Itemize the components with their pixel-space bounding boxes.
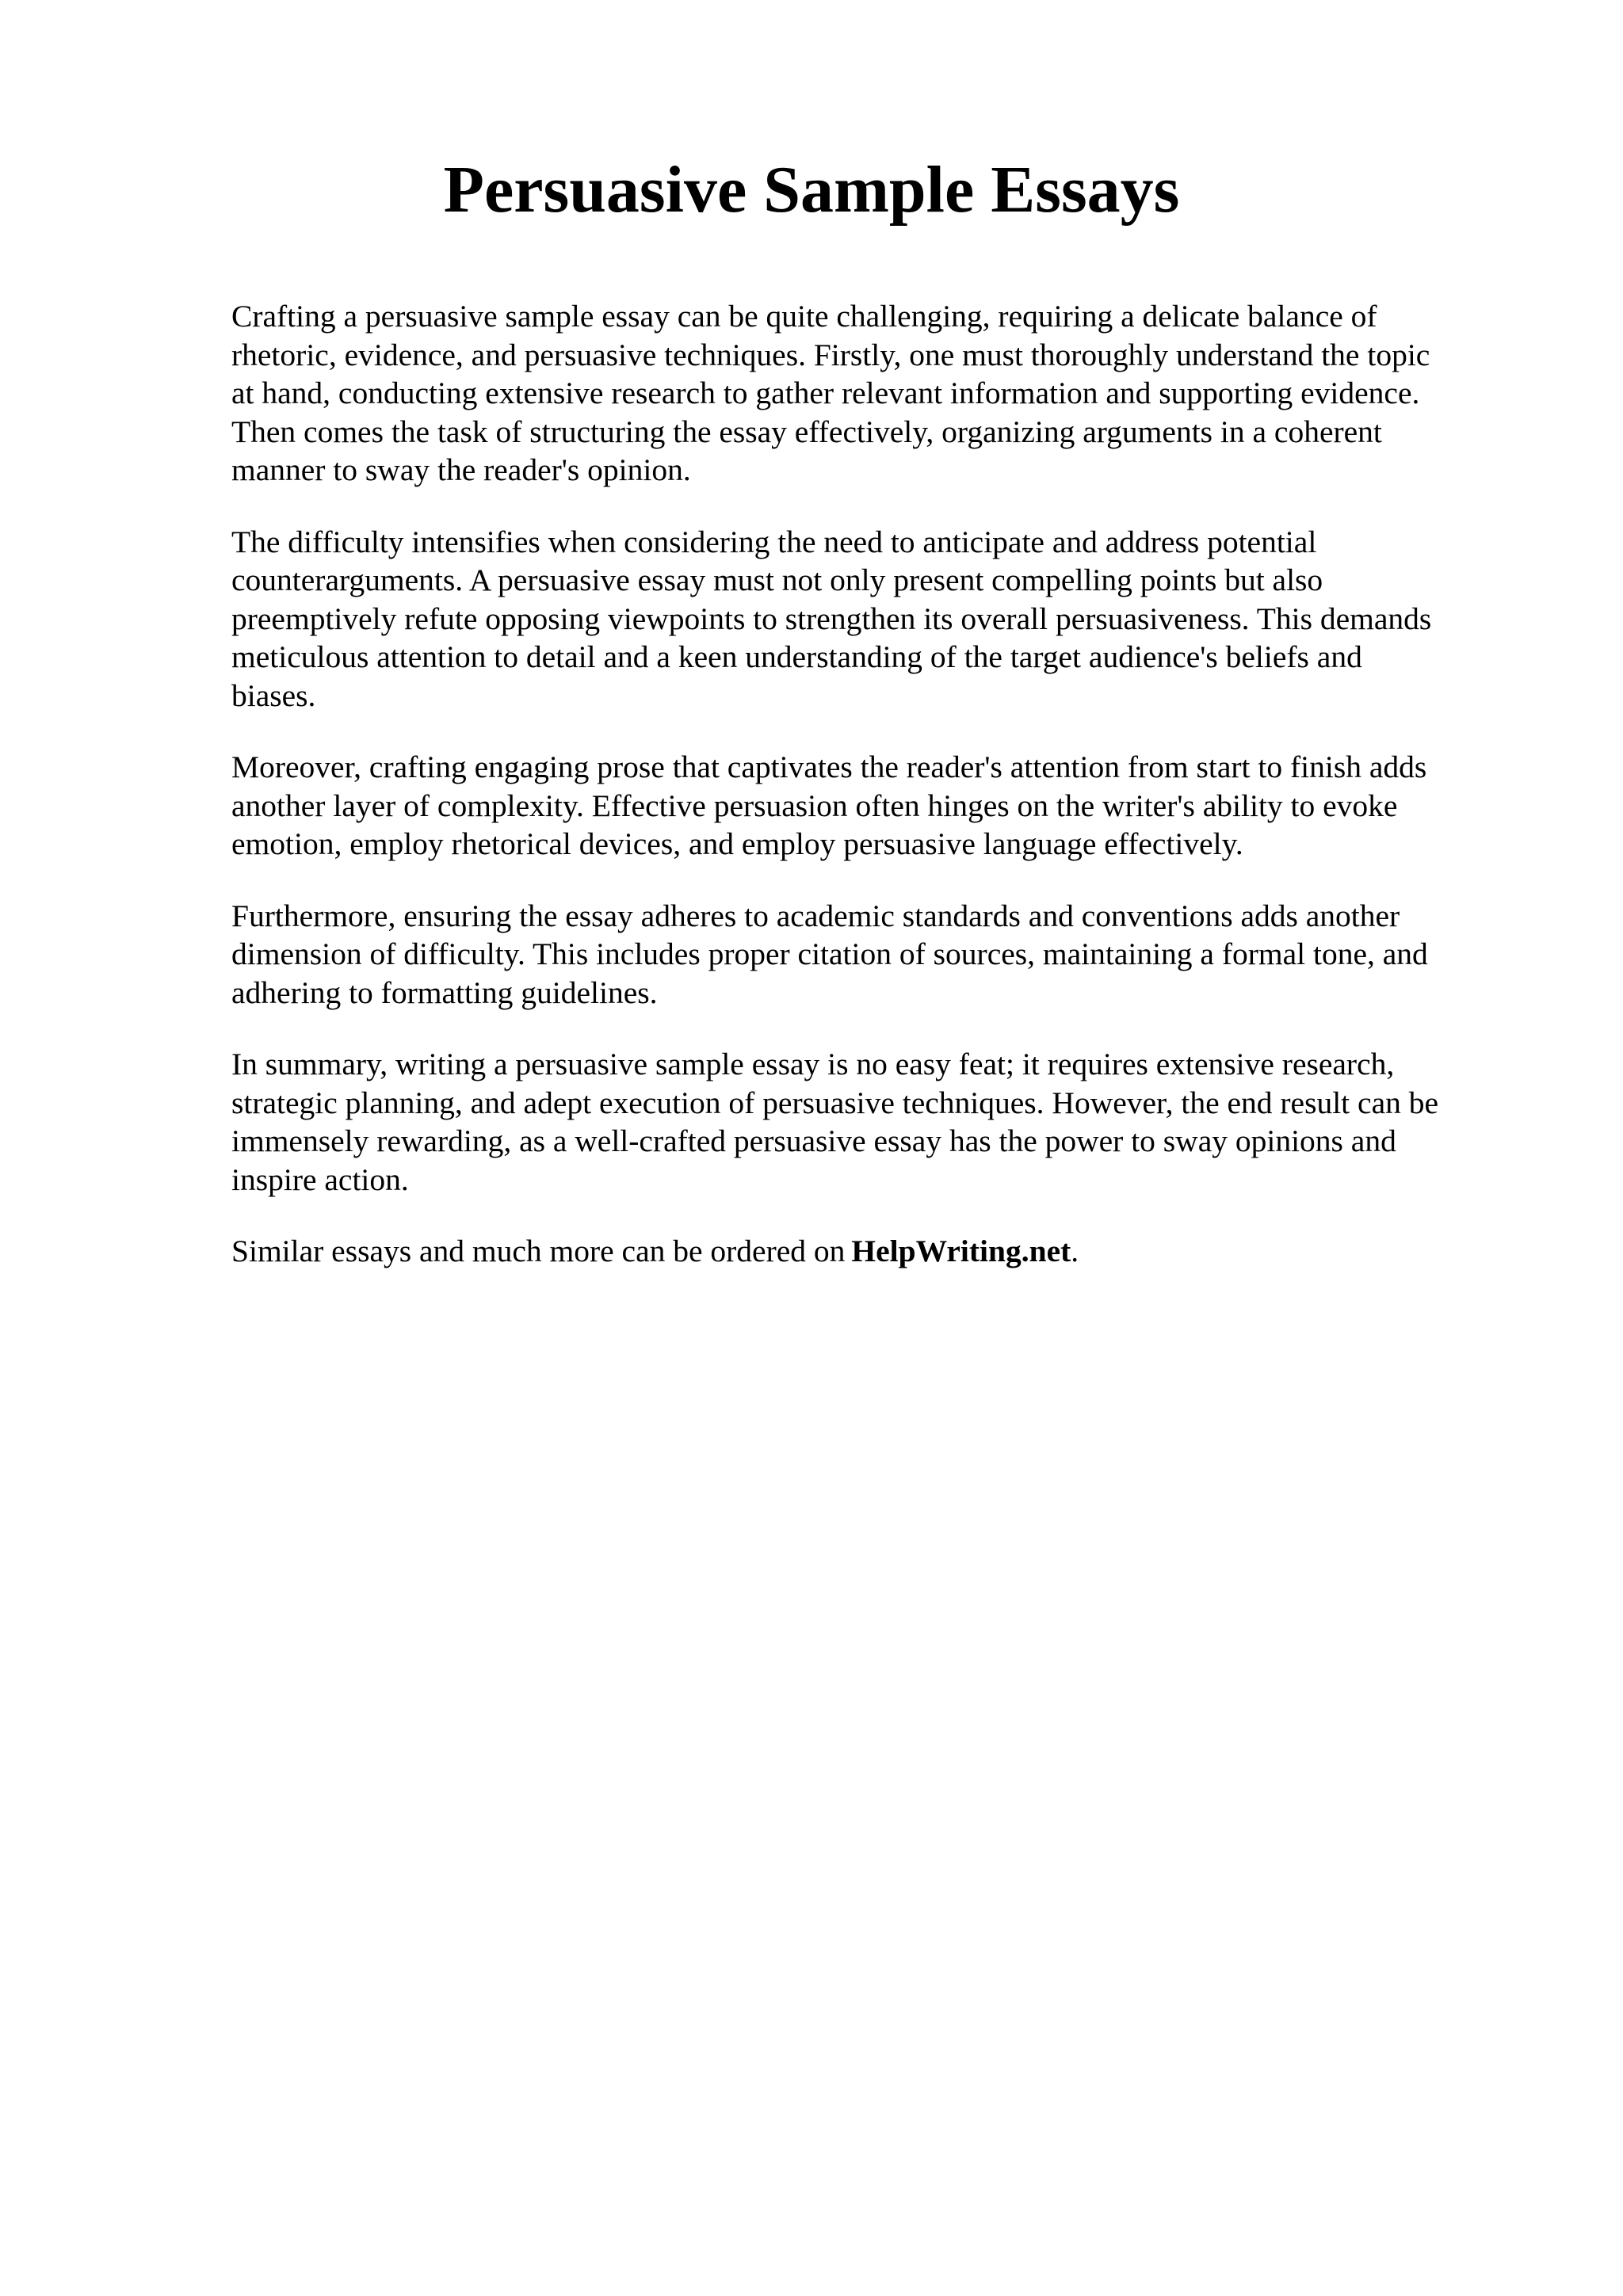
text-line: Moreover, crafting engaging prose that captivates the reader's attention from start to finish adds: [231, 749, 1427, 784]
text-line: inspire action.: [231, 1161, 409, 1197]
paragraph-4: [231, 897, 1515, 1013]
text-line: manner to sway the reader's opinion.: [231, 452, 691, 487]
text-line: immensely rewarding, as a well-crafted persuasive essay has the power to sway opinions and: [231, 1123, 1396, 1158]
paragraph-2: [231, 523, 1515, 715]
text-line: The difficulty intensifies when considering the need to anticipate and address potential: [231, 524, 1317, 559]
paragraph-3: [231, 748, 1515, 864]
text-line: biases.: [231, 677, 316, 713]
text-line: counterarguments. A persuasive essay must not only present compelling points but also: [231, 563, 1323, 597]
essay-body: [231, 297, 1515, 1304]
closing-text: Similar essays and much more can be ordered on: [231, 1234, 846, 1268]
paragraph-5: [231, 1045, 1515, 1199]
text-line: preemptively refute opposing viewpoints to strengthen its overall persuasiveness. This demands: [231, 601, 1432, 636]
text-line: In summary, writing a persuasive sample essay is no easy feat; it requires extensive research,: [231, 1047, 1395, 1081]
text-line: emotion, employ rhetorical devices, and employ persuasive language effectively.: [231, 826, 1243, 861]
text-line: Crafting a persuasive sample essay can be quite challenging, requiring a delicate balance of: [231, 299, 1377, 334]
text-line: another layer of complexity. Effective persuasion often hinges on the writer's ability to evoke: [231, 788, 1398, 823]
closing-line: [231, 1232, 1515, 1271]
closing-suffix: .: [1071, 1234, 1079, 1268]
text-line: Then comes the task of structuring the essay effectively, organizing arguments in a coherent: [231, 414, 1382, 449]
text-line: meticulous attention to detail and a keen understanding of the target audience's beliefs and: [231, 639, 1362, 674]
text-line: Furthermore, ensuring the essay adheres to academic standards and conventions adds another: [231, 898, 1400, 933]
closing-paragraph: [231, 1232, 1515, 1271]
text-line: adhering to formatting guidelines.: [231, 974, 658, 1010]
page-title: Persuasive Sample Essays: [443, 153, 1180, 227]
text-line: dimension of difficulty. This includes proper citation of sources, maintaining a formal tone, and: [231, 936, 1428, 971]
text-line: at hand, conducting extensive research to gather relevant information and supporting evidence.: [231, 376, 1420, 410]
paragraph-1: [231, 297, 1515, 490]
brand-link[interactable]: HelpWriting.net: [851, 1234, 1071, 1268]
text-line: rhetoric, evidence, and persuasive techniques. Firstly, one must thoroughly understand the topic: [231, 337, 1430, 372]
text-line: strategic planning, and adept execution of persuasive techniques. However, the end result can be: [231, 1085, 1439, 1120]
